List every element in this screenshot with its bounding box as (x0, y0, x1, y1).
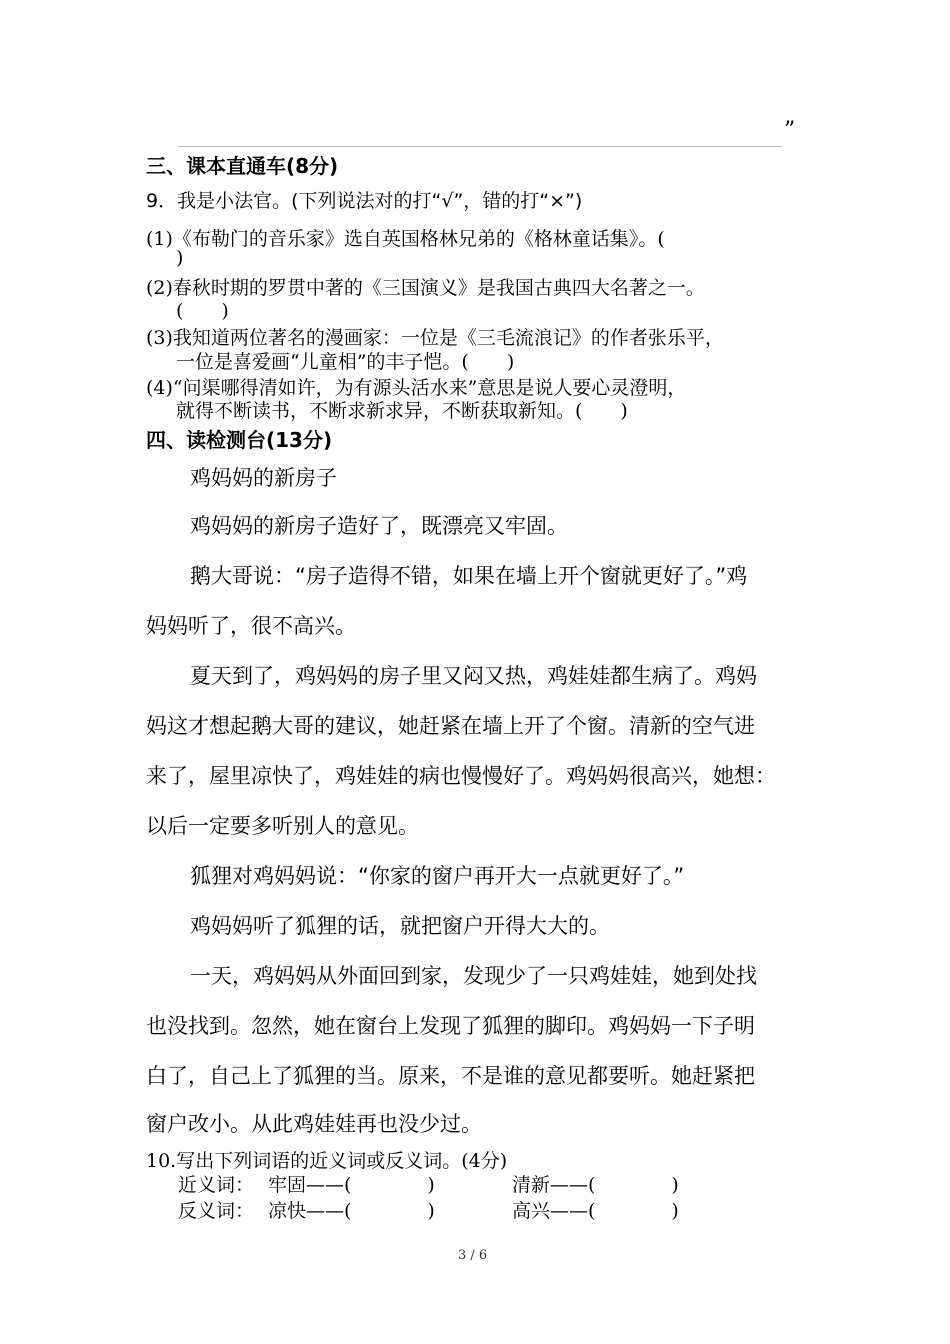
synonym-label: 近义词： (178, 1174, 255, 1196)
story-title: 鸡妈妈的新房子 (190, 466, 337, 490)
story-line: 白了，自己上了狐狸的当。原来，不是谁的意见都要听。她赶紧把 (146, 1064, 755, 1088)
q9-item1-line1: (1)《布勒门的音乐家》选自英国格林兄弟的《格林童话集》。( (146, 228, 665, 250)
story-line: 夏天到了，鸡妈妈的房子里又闷又热，鸡娃娃都生病了。鸡妈 (190, 664, 757, 688)
q9-item4-line2: 就得不断读书，不断求新求异，不断获取新知。( ) (176, 400, 628, 422)
story-line: 窗户改小。从此鸡娃娃再也没少过。 (146, 1112, 482, 1136)
story-line: 也没找到。忽然，她在窗台上发现了狐狸的脚印。鸡妈妈一下子明 (146, 1014, 755, 1038)
story-line: 一天，鸡妈妈从外面回到家，发现少了一只鸡娃娃，她到处找 (190, 964, 757, 988)
synonym-blank-1: 牢固——( ) (268, 1174, 435, 1196)
story-line: 鸡妈妈的新房子造好了，既漂亮又牢固。 (190, 514, 568, 538)
synonym-blank-2: 清新——( ) (512, 1174, 679, 1196)
antonym-blank-1: 凉快——( ) (268, 1200, 435, 1222)
story-line: 妈这才想起鹅大哥的建议，她赶紧在墙上开了个窗。清新的空气进 (146, 714, 755, 738)
page-number: 3 / 6 (458, 1248, 488, 1263)
q9-item3-line2: 一位是喜爱画“儿童相”的丰子恺。( ) (176, 351, 515, 373)
q9-item1-line2: ) (176, 247, 184, 269)
question10-prompt: 10.写出下列词语的近义词或反义词。(4分) (146, 1150, 508, 1172)
story-line: 以后一定要多听别人的意见。 (146, 814, 419, 838)
closing-quote: ” (784, 118, 796, 143)
q9-item2-line2: ( ) (176, 300, 229, 322)
story-line: 鹅大哥说：“房子造得不错，如果在墙上开个窗就更好了。”鸡 (190, 564, 748, 588)
story-line: 来了，屋里凉快了，鸡娃娃的病也慢慢好了。鸡妈妈很高兴，她想： (146, 764, 776, 788)
section4-heading: 四、读检测台(13分) (146, 428, 333, 452)
q9-item2-line1: (2)春秋时期的罗贯中著的《三国演义》是我国古典四大名著之一。 (146, 277, 705, 299)
question9-prompt: 9．我是小法官。(下列说法对的打“√”，错的打“×”) (146, 190, 583, 212)
story-line: 狐狸对鸡妈妈说：“你家的窗户再开大一点就更好了。” (190, 864, 685, 888)
antonym-blank-2: 高兴——( ) (512, 1200, 679, 1222)
q9-item4-line1: (4)“问渠哪得清如许，为有源头活水来”意思是说人要心灵澄明， (146, 377, 687, 399)
story-line: 妈妈听了，很不高兴。 (146, 614, 356, 638)
answer-line (178, 146, 782, 147)
q9-item3-line1: (3)我知道两位著名的漫画家：一位是《三毛流浪记》的作者张乐平， (146, 327, 724, 349)
antonym-label: 反义词： (178, 1200, 255, 1222)
story-line: 鸡妈妈听了狐狸的话，就把窗户开得大大的。 (190, 914, 610, 938)
section3-heading: 三、课本直通车(8分) (146, 154, 339, 178)
